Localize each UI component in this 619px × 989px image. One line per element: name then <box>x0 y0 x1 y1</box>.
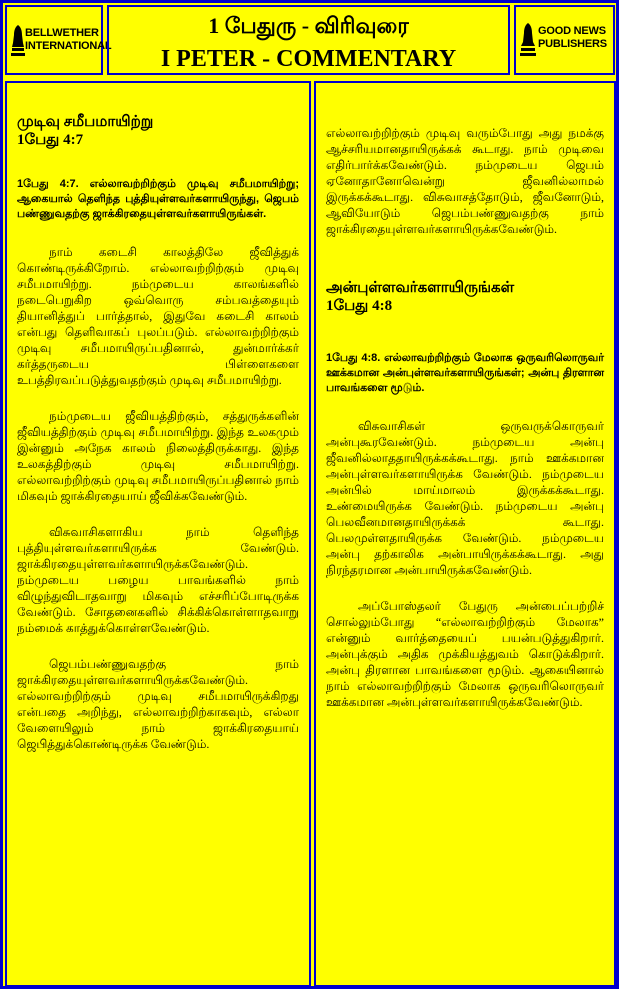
heading-title: அன்புள்ளவர்களாயிருங்கள் <box>326 280 515 296</box>
header <box>3 3 616 77</box>
section-heading <box>326 279 604 315</box>
scripture-verse: 1பேது 4:8. எல்லாவற்றிற்கும் மேலாக ஒருவரிலொருவர் ஊக்கமான அன்புள்ளவர்களாயிருங்கள்; அன்பு திரளான பாவங்களை மூடும். <box>326 352 604 394</box>
logo-line1: BELLWETHER <box>25 27 99 39</box>
scripture-verse: 1பேது 4:7. எல்லாவற்றிற்கும் முடிவு சமீபமாயிற்று; ஆகையால் தெளிந்த புத்தியுள்ளவர்களாயிருந்து, ஜெபம் பண்ணுவதற்கு ஜாக்கிரதையுள்ளவர்களாயிருங்கள். <box>17 178 299 220</box>
commentary-paragraph: நாம் கடைசி காலத்திலே ஜீவித்துக் கொண்டிருக்கிறோம். எல்லாவற்றிற்கும் முடிவு சமீபமாயிற்று. நம்முடைய காலங்களில் நடைபெறுகிற ஒவ்வொரு சம்பவத்தையும் தியானித்துப் பார்த்தால், இதுவே கடைசி காலம் என்பது தெளிவாகப் புலப்படும். எல்லாவற்றிற்கும் முடிவு சமீபமாயிருப்பதினால், துன்மார்க்கர் கர்த்தருடைய பிள்ளைகளை உபத்திரவப்படுத்துவதற்கும் முடிவு சமீபமாயிற்று. <box>17 245 299 387</box>
logo-line1: GOOD NEWS <box>538 25 606 37</box>
logo-line2: INTERNATIONAL <box>25 40 112 52</box>
commentary-paragraph: விசுவாசிகளாகிய நாம் தெளிந்த புத்தியுள்ளவர்களாயிருக்க வேண்டும். ஜாக்கிரதையுள்ளவர்களாயிருக்கவேண்டும். நம்முடைய பழைய பாவங்களில் நாம் விழுந்துவிடாதவாறு மிகவும் எச்சரிப்போடிருக்க வேண்டும். சோதனைகளில் சிக்கிக்கொள்ளாதவாறு நம்மைக் காத்துக்கொள்ளவேண்டும். <box>17 525 299 635</box>
right-column <box>314 81 616 987</box>
heading-reference: 1பேது 4:8 <box>326 298 393 314</box>
commentary-paragraph: அப்போஸ்தலர் பேதுரு அன்பைப்பற்றிச் சொல்லும்போது “எல்லாவற்றிற்கும் மேலாக” என்னும் வார்த்தையைப் பயன்படுத்துகிறார். அன்புக்கும் அதிக முக்கியத்துவம் கொடுக்கிறார். அன்பு திரளான பாவங்களை மூடும். ஆகையினால் நாம் எல்லாவற்றிற்கும் மேலாக ஒருவரிலொருவர் ஊக்கமான அன்புள்ளவர்களாயிருக்கவேண்டும். <box>326 599 604 709</box>
title-tamil: 1 பேதுரு - விரிவுரை <box>208 13 409 38</box>
section-heading <box>17 113 299 149</box>
commentary-paragraph: ஜெபம்பண்ணுவதற்கு நாம் ஜாக்கிரதையுள்ளவர்களாயிருக்கவேண்டும். எல்லாவற்றிற்கும் முடிவு சமீபமாயிருக்கிறது என்பதை அறிந்து, எல்லாவற்றிற்காகவும், எல்லா வேளையிலும் நாம் ஜாக்கிரதையாய் ஜெபித்துக்கொண்டிருக்க வேண்டும். <box>17 657 299 751</box>
heading-reference: 1பேது 4:7 <box>17 132 84 148</box>
bellwether-logo <box>5 5 112 75</box>
good-news-logo-icon <box>520 21 536 57</box>
commentary-paragraph: விசுவாசிகள் ஒருவருக்கொருவர் அன்புகூரவேண்டும். நம்முடைய அன்பு ஜீவனில்லாததாயிருக்கக்கூடாது. நாம் ஊக்கமான அன்புள்ளவர்களாயிருக்க வேண்டும். நம்முடைய அன்பில் மாய்மாலம் இருக்கக்கூடாது. உண்மையிருக்க வேண்டும். நம்முடைய அன்பு பெலவீனமானதாயிருக்கக் கூடாது. பெலமுள்ளதாயிருக்க வேண்டும். நம்முடைய அன்பு தற்காலிக அன்பாயிருக்கக்கூடாது. அது நிரந்தரமான அன்பாயிருக்கவேண்டும். <box>326 419 604 577</box>
good-news-logo <box>514 5 615 75</box>
title-box <box>107 5 510 75</box>
logo-line2: PUBLISHERS <box>538 38 607 50</box>
commentary-paragraph: நம்முடைய ஜீவியத்திற்கும், சத்துருக்களின் ஜீவியத்திற்கும் முடிவு சமீபமாயிற்று. இந்த உலகமும் இன்னும் அநேக காலம் நிலைத்திருக்காது. இந்த உலகத்திற்கும் முடிவு சமீபமாயிற்று. எல்லாவற்றிற்கும் முடிவு சமீபமாயிருப்பதினால் நாம் மிகவும் ஜாக்கிரதையாய் ஜீவிக்கவேண்டும். <box>17 409 299 503</box>
bellwether-logo-text <box>25 27 111 53</box>
heading-title: முடிவு சமீபமாயிற்று <box>17 114 154 130</box>
continuation-paragraph: எல்லாவற்றிற்கும் முடிவு வரும்போது அது நமக்கு ஆச்சரியமானதாயிருக்கக் கூடாது. நாம் முடிவை எதிர்பார்க்கவேண்டும். நம்முடைய ஜெபம் ஏனோதானோவென்று ஜீவனில்லாமல் இருக்கக்கூடாது. விசுவாசத்தோடும், ஜீவனோடும், ஆவியோடும் ஜெபம்பண்ணுவதற்கு நாம் ஜாக்கிரதையுள்ளவர்களாயிருக்கவேண்டும். <box>326 126 604 236</box>
left-column <box>5 81 311 987</box>
title-english: I PETER - COMMENTARY <box>160 46 457 72</box>
bellwether-logo-icon <box>11 23 25 57</box>
good-news-logo-text <box>538 25 607 51</box>
